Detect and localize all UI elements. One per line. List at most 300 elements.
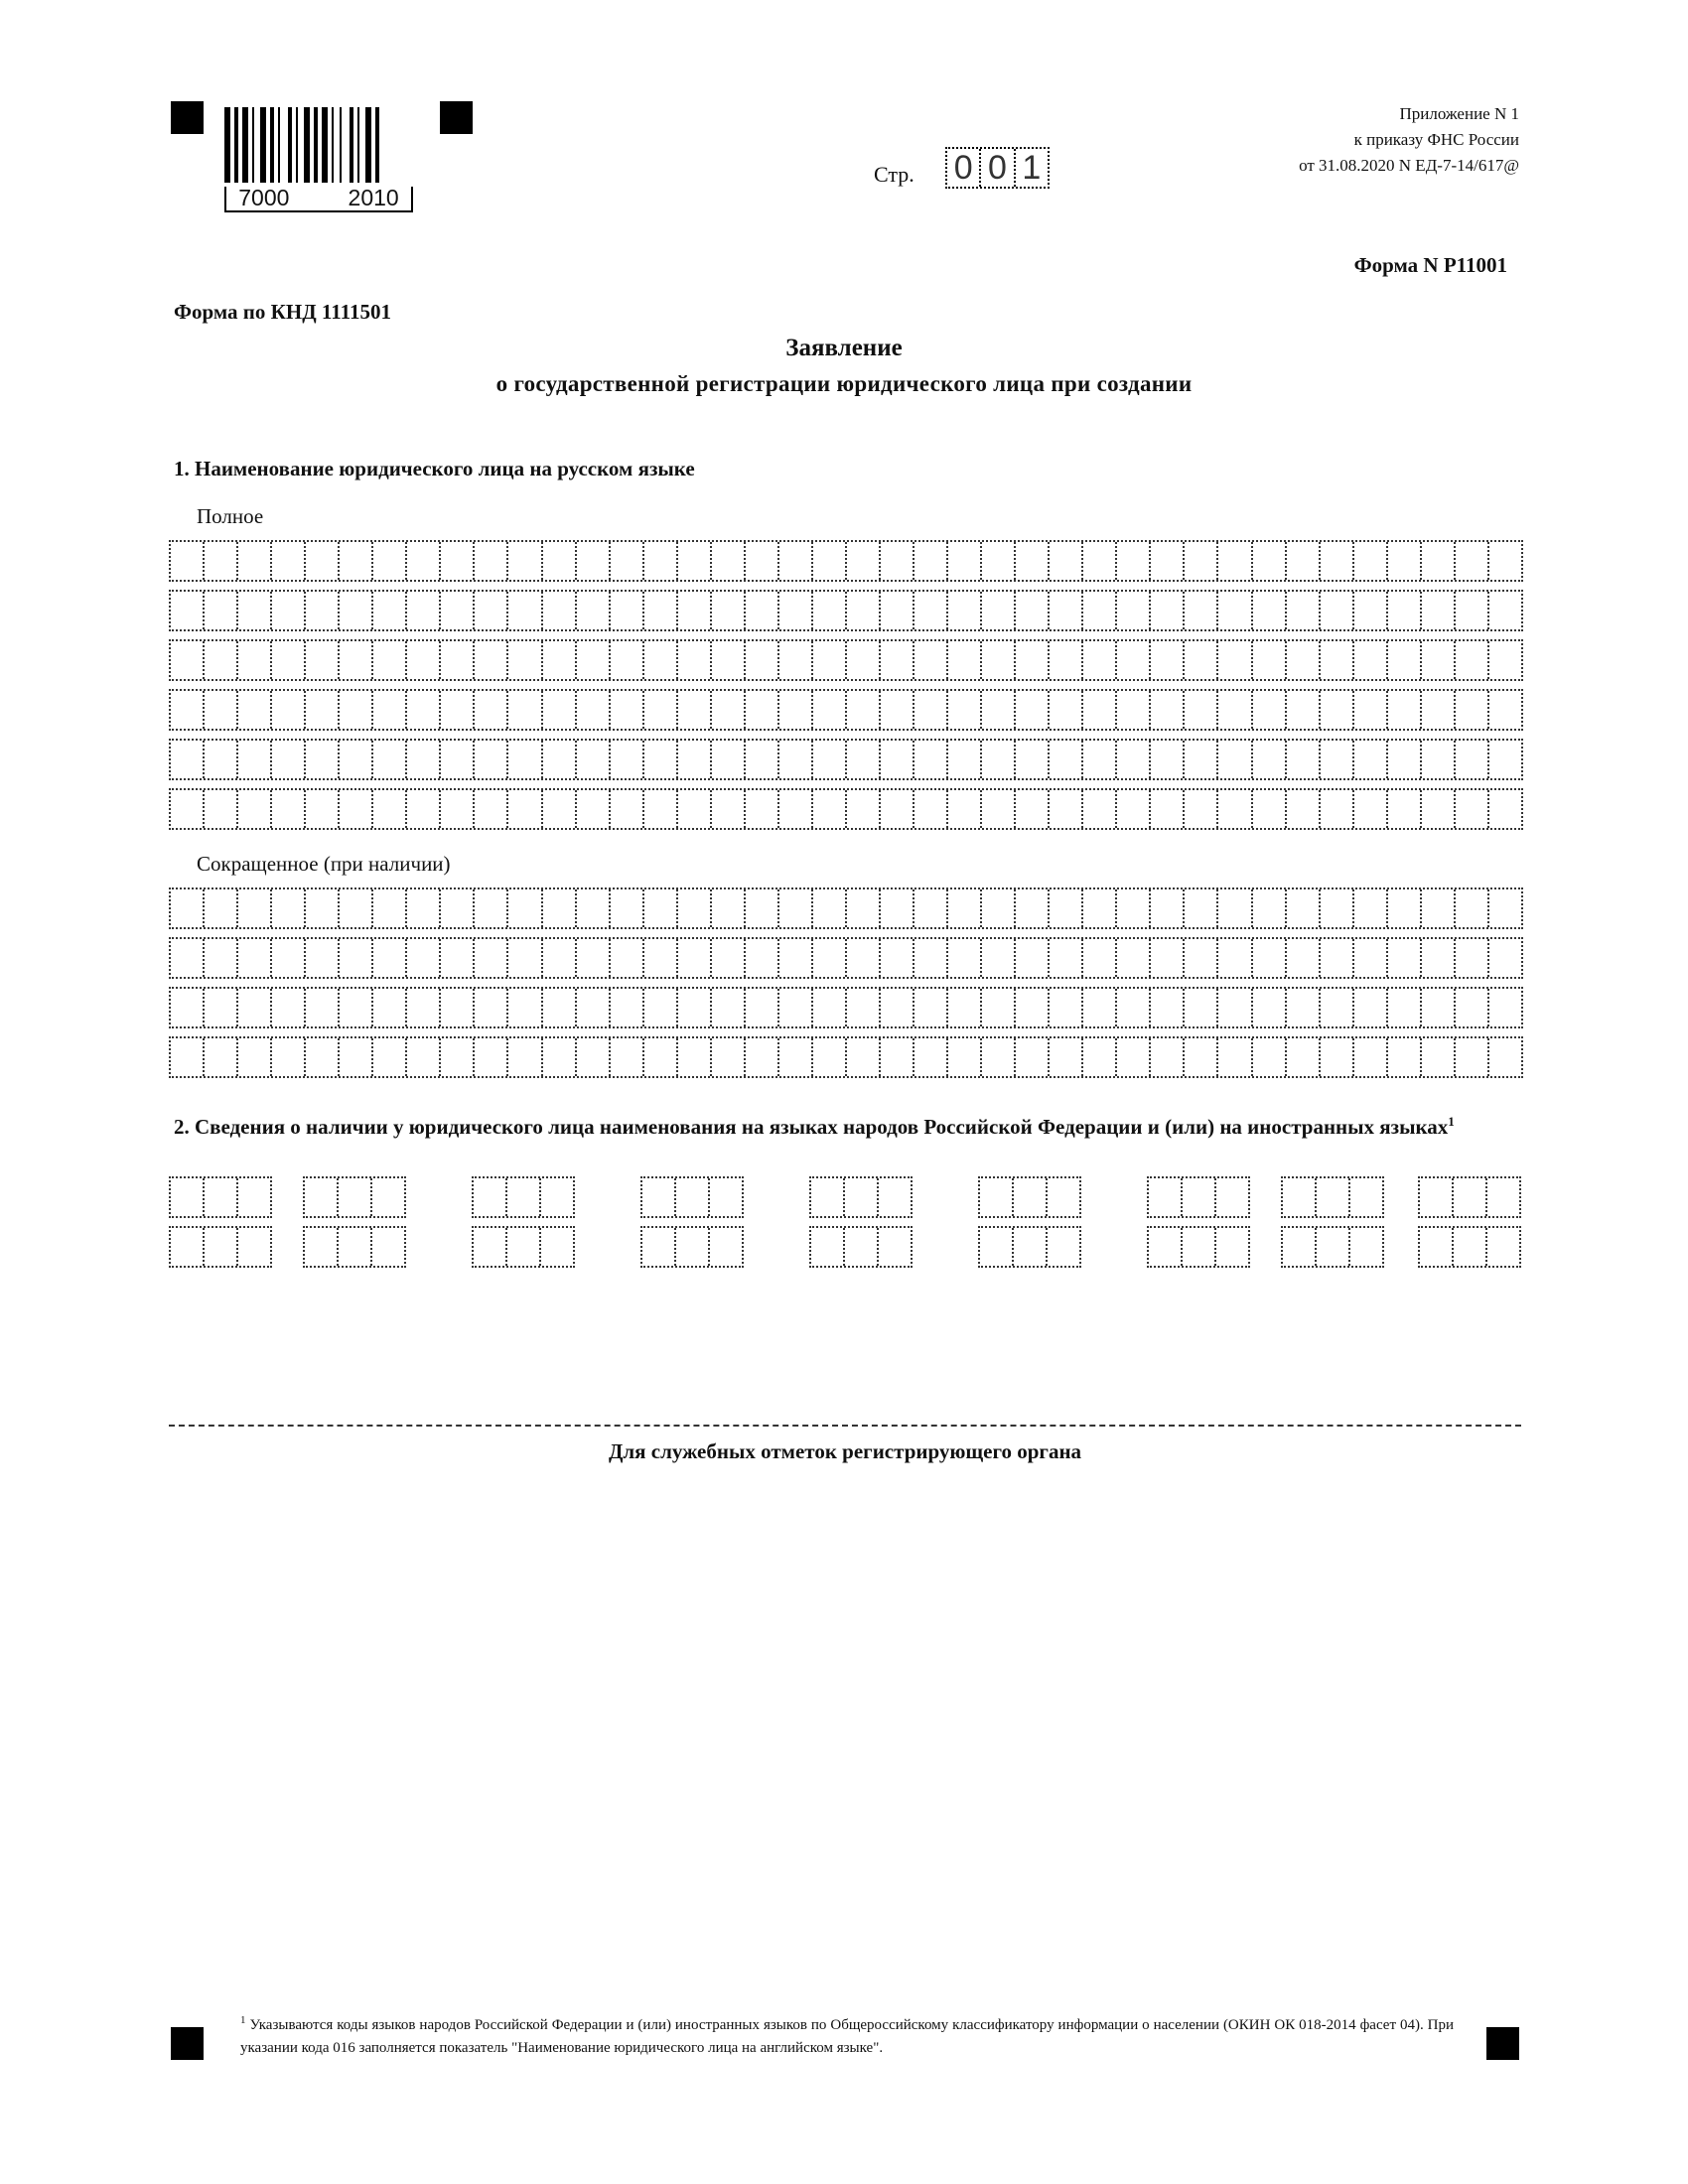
- char-cell[interactable]: [746, 741, 779, 778]
- code-digit-cell[interactable]: [205, 1228, 238, 1266]
- char-cell[interactable]: [1321, 790, 1354, 828]
- code-digit-cell[interactable]: [205, 1178, 238, 1216]
- char-cell[interactable]: [847, 641, 881, 679]
- char-cell[interactable]: [373, 790, 407, 828]
- char-cell[interactable]: [948, 889, 982, 927]
- char-cell[interactable]: [948, 790, 982, 828]
- char-cell[interactable]: [746, 989, 779, 1026]
- char-cell[interactable]: [238, 939, 272, 977]
- char-cell[interactable]: [1253, 592, 1287, 629]
- char-cell[interactable]: [1388, 641, 1422, 679]
- char-cell[interactable]: [644, 989, 678, 1026]
- char-cell[interactable]: [982, 1038, 1016, 1076]
- char-cell[interactable]: [272, 889, 306, 927]
- char-cell[interactable]: [441, 592, 475, 629]
- char-cell[interactable]: [1016, 641, 1050, 679]
- char-cell[interactable]: [1456, 790, 1489, 828]
- char-cell[interactable]: [678, 641, 712, 679]
- char-cell[interactable]: [475, 939, 508, 977]
- char-cell[interactable]: [1456, 889, 1489, 927]
- char-cell[interactable]: [611, 641, 644, 679]
- char-cell[interactable]: [475, 889, 508, 927]
- char-cell[interactable]: [238, 889, 272, 927]
- char-cell[interactable]: [982, 939, 1016, 977]
- char-cell[interactable]: [1218, 1038, 1252, 1076]
- char-cell[interactable]: [1218, 989, 1252, 1026]
- char-cell[interactable]: [407, 741, 441, 778]
- char-cell[interactable]: [1117, 542, 1151, 580]
- code-digit-cell[interactable]: [1487, 1228, 1519, 1266]
- char-cell[interactable]: [779, 691, 813, 729]
- char-cell[interactable]: [1083, 889, 1117, 927]
- code-digit-cell[interactable]: [507, 1228, 541, 1266]
- char-cell[interactable]: [441, 790, 475, 828]
- char-cell[interactable]: [1016, 989, 1050, 1026]
- char-cell[interactable]: [475, 691, 508, 729]
- char-cell[interactable]: [881, 592, 914, 629]
- char-cell[interactable]: [1185, 1038, 1218, 1076]
- char-cell[interactable]: [1117, 691, 1151, 729]
- char-cell[interactable]: [982, 592, 1016, 629]
- char-cell[interactable]: [373, 641, 407, 679]
- char-cell[interactable]: [1151, 790, 1185, 828]
- char-cell[interactable]: [272, 790, 306, 828]
- char-cell[interactable]: [306, 691, 340, 729]
- char-cell[interactable]: [1287, 889, 1321, 927]
- char-cell[interactable]: [611, 691, 644, 729]
- code-digit-cell[interactable]: [1048, 1228, 1079, 1266]
- char-cell[interactable]: [847, 542, 881, 580]
- char-cell[interactable]: [543, 1038, 577, 1076]
- char-cell[interactable]: [1456, 939, 1489, 977]
- code-digit-cell[interactable]: [1317, 1178, 1350, 1216]
- language-code-box[interactable]: [1418, 1176, 1521, 1218]
- char-cell[interactable]: [1117, 592, 1151, 629]
- char-cell[interactable]: [746, 889, 779, 927]
- char-cell[interactable]: [205, 939, 238, 977]
- char-cell[interactable]: [1489, 790, 1521, 828]
- char-cell[interactable]: [1489, 939, 1521, 977]
- char-cell[interactable]: [1321, 592, 1354, 629]
- char-cell[interactable]: [1050, 641, 1083, 679]
- char-cell[interactable]: [543, 939, 577, 977]
- char-cell[interactable]: [306, 989, 340, 1026]
- char-cell[interactable]: [1321, 641, 1354, 679]
- char-cell[interactable]: [746, 542, 779, 580]
- code-digit-cell[interactable]: [845, 1228, 879, 1266]
- language-code-box[interactable]: [809, 1226, 913, 1268]
- char-cell[interactable]: [1117, 641, 1151, 679]
- char-cell[interactable]: [1422, 741, 1456, 778]
- char-cell[interactable]: [644, 939, 678, 977]
- char-cell[interactable]: [1083, 1038, 1117, 1076]
- char-cell[interactable]: [982, 889, 1016, 927]
- char-cell[interactable]: [779, 939, 813, 977]
- char-cell[interactable]: [272, 741, 306, 778]
- char-cell[interactable]: [678, 741, 712, 778]
- char-cell[interactable]: [272, 1038, 306, 1076]
- char-cell[interactable]: [577, 641, 611, 679]
- char-cell[interactable]: [1422, 1038, 1456, 1076]
- char-cell[interactable]: [407, 989, 441, 1026]
- char-cell[interactable]: [1388, 790, 1422, 828]
- char-cell[interactable]: [577, 741, 611, 778]
- char-cell[interactable]: [407, 889, 441, 927]
- char-cell[interactable]: [1218, 691, 1252, 729]
- char-cell[interactable]: [914, 939, 948, 977]
- char-cell[interactable]: [1287, 989, 1321, 1026]
- char-cell[interactable]: [1456, 1038, 1489, 1076]
- code-digit-cell[interactable]: [642, 1228, 676, 1266]
- char-cell[interactable]: [1489, 741, 1521, 778]
- char-cell[interactable]: [1185, 989, 1218, 1026]
- char-cell[interactable]: [340, 989, 373, 1026]
- char-cell[interactable]: [272, 989, 306, 1026]
- char-cell[interactable]: [543, 691, 577, 729]
- char-cell[interactable]: [475, 1038, 508, 1076]
- char-cell[interactable]: [238, 741, 272, 778]
- char-cell[interactable]: [238, 641, 272, 679]
- char-cell[interactable]: [577, 790, 611, 828]
- char-cell[interactable]: [1151, 542, 1185, 580]
- char-cell[interactable]: [543, 592, 577, 629]
- char-cell[interactable]: [1050, 592, 1083, 629]
- char-cell[interactable]: [948, 641, 982, 679]
- char-cell[interactable]: [712, 542, 746, 580]
- code-digit-cell[interactable]: [171, 1228, 205, 1266]
- char-cell[interactable]: [306, 641, 340, 679]
- char-cell[interactable]: [881, 989, 914, 1026]
- char-cell[interactable]: [1489, 542, 1521, 580]
- char-cell[interactable]: [1354, 592, 1388, 629]
- char-cell[interactable]: [813, 741, 847, 778]
- char-cell[interactable]: [1016, 1038, 1050, 1076]
- char-cell[interactable]: [171, 641, 205, 679]
- char-cell[interactable]: [373, 691, 407, 729]
- char-cell[interactable]: [340, 542, 373, 580]
- code-digit-cell[interactable]: [811, 1178, 845, 1216]
- char-cell[interactable]: [340, 691, 373, 729]
- char-cell[interactable]: [171, 790, 205, 828]
- char-cell[interactable]: [407, 542, 441, 580]
- char-cell[interactable]: [508, 691, 542, 729]
- char-cell[interactable]: [644, 691, 678, 729]
- char-cell[interactable]: [340, 741, 373, 778]
- char-cell[interactable]: [611, 592, 644, 629]
- char-cell[interactable]: [847, 691, 881, 729]
- char-cell[interactable]: [475, 790, 508, 828]
- char-cell[interactable]: [712, 741, 746, 778]
- char-cell[interactable]: [1050, 542, 1083, 580]
- char-cell[interactable]: [577, 989, 611, 1026]
- code-digit-cell[interactable]: [1283, 1178, 1317, 1216]
- char-cell[interactable]: [948, 741, 982, 778]
- char-cell[interactable]: [982, 641, 1016, 679]
- code-digit-cell[interactable]: [642, 1178, 676, 1216]
- char-cell[interactable]: [407, 641, 441, 679]
- char-cell[interactable]: [1422, 542, 1456, 580]
- char-cell[interactable]: [441, 889, 475, 927]
- char-cell[interactable]: [1388, 939, 1422, 977]
- char-cell[interactable]: [678, 542, 712, 580]
- char-cell[interactable]: [1354, 989, 1388, 1026]
- code-digit-cell[interactable]: [1487, 1178, 1519, 1216]
- char-cell[interactable]: [779, 889, 813, 927]
- code-digit-cell[interactable]: [1420, 1228, 1454, 1266]
- char-cell[interactable]: [508, 741, 542, 778]
- char-cell[interactable]: [407, 939, 441, 977]
- char-cell[interactable]: [678, 889, 712, 927]
- char-cell[interactable]: [813, 542, 847, 580]
- language-code-box[interactable]: [1147, 1226, 1250, 1268]
- char-cell[interactable]: [1253, 989, 1287, 1026]
- char-cell[interactable]: [1185, 790, 1218, 828]
- char-cell[interactable]: [746, 790, 779, 828]
- char-cell[interactable]: [712, 939, 746, 977]
- char-cell[interactable]: [881, 741, 914, 778]
- char-cell[interactable]: [1321, 1038, 1354, 1076]
- char-cell[interactable]: [1151, 989, 1185, 1026]
- code-digit-cell[interactable]: [1454, 1178, 1487, 1216]
- code-digit-cell[interactable]: [1350, 1178, 1382, 1216]
- code-digit-cell[interactable]: [474, 1228, 507, 1266]
- char-cell[interactable]: [1218, 790, 1252, 828]
- code-digit-cell[interactable]: [1149, 1228, 1183, 1266]
- char-cell[interactable]: [1321, 939, 1354, 977]
- char-cell[interactable]: [611, 989, 644, 1026]
- char-cell[interactable]: [644, 1038, 678, 1076]
- char-cell[interactable]: [746, 691, 779, 729]
- char-cell[interactable]: [1287, 1038, 1321, 1076]
- char-cell[interactable]: [1422, 989, 1456, 1026]
- char-cell[interactable]: [611, 741, 644, 778]
- char-cell[interactable]: [306, 542, 340, 580]
- char-cell[interactable]: [306, 592, 340, 629]
- char-cell[interactable]: [238, 592, 272, 629]
- char-cell[interactable]: [1253, 542, 1287, 580]
- char-cell[interactable]: [1253, 1038, 1287, 1076]
- char-cell[interactable]: [272, 641, 306, 679]
- char-cell[interactable]: [779, 1038, 813, 1076]
- char-cell[interactable]: [982, 542, 1016, 580]
- char-cell[interactable]: [1287, 741, 1321, 778]
- char-cell[interactable]: [1354, 889, 1388, 927]
- char-cell[interactable]: [205, 989, 238, 1026]
- char-cell[interactable]: [678, 939, 712, 977]
- code-digit-cell[interactable]: [541, 1178, 573, 1216]
- code-digit-cell[interactable]: [1283, 1228, 1317, 1266]
- language-code-box[interactable]: [978, 1226, 1081, 1268]
- char-cell[interactable]: [1253, 939, 1287, 977]
- char-cell[interactable]: [1456, 641, 1489, 679]
- char-cell[interactable]: [1253, 889, 1287, 927]
- char-cell[interactable]: [948, 592, 982, 629]
- char-cell[interactable]: [678, 1038, 712, 1076]
- char-cell[interactable]: [712, 989, 746, 1026]
- char-cell[interactable]: [171, 1038, 205, 1076]
- char-cell[interactable]: [982, 989, 1016, 1026]
- char-cell[interactable]: [1083, 939, 1117, 977]
- code-digit-cell[interactable]: [305, 1178, 339, 1216]
- char-cell[interactable]: [712, 889, 746, 927]
- char-cell[interactable]: [1287, 542, 1321, 580]
- char-cell[interactable]: [1151, 1038, 1185, 1076]
- char-cell[interactable]: [611, 889, 644, 927]
- char-cell[interactable]: [543, 989, 577, 1026]
- char-cell[interactable]: [746, 1038, 779, 1076]
- code-digit-cell[interactable]: [507, 1178, 541, 1216]
- char-cell[interactable]: [1388, 1038, 1422, 1076]
- char-cell[interactable]: [1218, 939, 1252, 977]
- char-cell[interactable]: [340, 1038, 373, 1076]
- char-cell[interactable]: [813, 1038, 847, 1076]
- char-cell[interactable]: [1489, 641, 1521, 679]
- char-cell[interactable]: [611, 542, 644, 580]
- char-cell[interactable]: [1083, 641, 1117, 679]
- char-cell[interactable]: [914, 790, 948, 828]
- char-cell[interactable]: [813, 989, 847, 1026]
- char-cell[interactable]: [644, 889, 678, 927]
- char-cell[interactable]: [340, 889, 373, 927]
- char-cell[interactable]: [340, 592, 373, 629]
- char-cell[interactable]: [238, 1038, 272, 1076]
- char-cell[interactable]: [611, 790, 644, 828]
- char-cell[interactable]: [1354, 1038, 1388, 1076]
- char-cell[interactable]: [611, 1038, 644, 1076]
- char-cell[interactable]: [1185, 542, 1218, 580]
- char-cell[interactable]: [1185, 691, 1218, 729]
- char-cell[interactable]: [238, 691, 272, 729]
- char-cell[interactable]: [1321, 741, 1354, 778]
- char-cell[interactable]: [712, 592, 746, 629]
- char-cell[interactable]: [914, 542, 948, 580]
- char-cell[interactable]: [813, 889, 847, 927]
- code-digit-cell[interactable]: [811, 1228, 845, 1266]
- char-cell[interactable]: [577, 1038, 611, 1076]
- char-cell[interactable]: [205, 889, 238, 927]
- char-cell[interactable]: [1083, 741, 1117, 778]
- char-cell[interactable]: [340, 641, 373, 679]
- char-cell[interactable]: [982, 790, 1016, 828]
- char-cell[interactable]: [1253, 641, 1287, 679]
- language-code-box[interactable]: [472, 1226, 575, 1268]
- char-cell[interactable]: [847, 790, 881, 828]
- char-cell[interactable]: [914, 641, 948, 679]
- code-digit-cell[interactable]: [980, 1228, 1014, 1266]
- code-digit-cell[interactable]: [1014, 1228, 1048, 1266]
- char-cell[interactable]: [1151, 691, 1185, 729]
- char-cell[interactable]: [441, 1038, 475, 1076]
- char-cell[interactable]: [238, 790, 272, 828]
- char-cell[interactable]: [508, 889, 542, 927]
- char-cell[interactable]: [1050, 790, 1083, 828]
- char-cell[interactable]: [1218, 592, 1252, 629]
- char-cell[interactable]: [1456, 592, 1489, 629]
- char-cell[interactable]: [1388, 989, 1422, 1026]
- char-cell[interactable]: [475, 989, 508, 1026]
- code-digit-cell[interactable]: [879, 1228, 911, 1266]
- char-cell[interactable]: [914, 592, 948, 629]
- char-cell[interactable]: [746, 592, 779, 629]
- short-name-row[interactable]: [169, 887, 1523, 929]
- short-name-row[interactable]: [169, 1036, 1523, 1078]
- char-cell[interactable]: [1489, 989, 1521, 1026]
- char-cell[interactable]: [1050, 889, 1083, 927]
- char-cell[interactable]: [813, 790, 847, 828]
- char-cell[interactable]: [508, 989, 542, 1026]
- char-cell[interactable]: [1016, 691, 1050, 729]
- char-cell[interactable]: [746, 939, 779, 977]
- char-cell[interactable]: [644, 641, 678, 679]
- code-digit-cell[interactable]: [710, 1178, 742, 1216]
- char-cell[interactable]: [1050, 1038, 1083, 1076]
- char-cell[interactable]: [1388, 592, 1422, 629]
- char-cell[interactable]: [712, 641, 746, 679]
- char-cell[interactable]: [407, 1038, 441, 1076]
- language-code-box[interactable]: [1281, 1226, 1384, 1268]
- char-cell[interactable]: [1016, 939, 1050, 977]
- char-cell[interactable]: [813, 691, 847, 729]
- char-cell[interactable]: [306, 1038, 340, 1076]
- char-cell[interactable]: [577, 939, 611, 977]
- char-cell[interactable]: [1422, 641, 1456, 679]
- char-cell[interactable]: [881, 641, 914, 679]
- char-cell[interactable]: [779, 989, 813, 1026]
- char-cell[interactable]: [1218, 542, 1252, 580]
- full-name-row[interactable]: [169, 540, 1523, 582]
- language-code-box[interactable]: [303, 1226, 406, 1268]
- char-cell[interactable]: [1354, 542, 1388, 580]
- char-cell[interactable]: [205, 542, 238, 580]
- char-cell[interactable]: [508, 641, 542, 679]
- char-cell[interactable]: [611, 939, 644, 977]
- char-cell[interactable]: [1388, 889, 1422, 927]
- char-cell[interactable]: [1489, 592, 1521, 629]
- code-digit-cell[interactable]: [339, 1178, 372, 1216]
- char-cell[interactable]: [678, 790, 712, 828]
- char-cell[interactable]: [238, 542, 272, 580]
- code-digit-cell[interactable]: [372, 1178, 404, 1216]
- char-cell[interactable]: [508, 939, 542, 977]
- char-cell[interactable]: [644, 542, 678, 580]
- char-cell[interactable]: [1287, 790, 1321, 828]
- code-digit-cell[interactable]: [1183, 1178, 1216, 1216]
- char-cell[interactable]: [712, 1038, 746, 1076]
- char-cell[interactable]: [1354, 939, 1388, 977]
- char-cell[interactable]: [1354, 741, 1388, 778]
- char-cell[interactable]: [1117, 989, 1151, 1026]
- char-cell[interactable]: [1016, 592, 1050, 629]
- char-cell[interactable]: [1151, 741, 1185, 778]
- char-cell[interactable]: [1151, 889, 1185, 927]
- code-digit-cell[interactable]: [1014, 1178, 1048, 1216]
- char-cell[interactable]: [1253, 691, 1287, 729]
- code-digit-cell[interactable]: [1183, 1228, 1216, 1266]
- char-cell[interactable]: [1388, 691, 1422, 729]
- code-digit-cell[interactable]: [1350, 1228, 1382, 1266]
- char-cell[interactable]: [847, 939, 881, 977]
- char-cell[interactable]: [1016, 889, 1050, 927]
- char-cell[interactable]: [306, 741, 340, 778]
- code-digit-cell[interactable]: [305, 1228, 339, 1266]
- language-code-box[interactable]: [169, 1226, 272, 1268]
- char-cell[interactable]: [543, 889, 577, 927]
- char-cell[interactable]: [1117, 1038, 1151, 1076]
- char-cell[interactable]: [577, 592, 611, 629]
- char-cell[interactable]: [1016, 542, 1050, 580]
- char-cell[interactable]: [1083, 989, 1117, 1026]
- char-cell[interactable]: [1185, 741, 1218, 778]
